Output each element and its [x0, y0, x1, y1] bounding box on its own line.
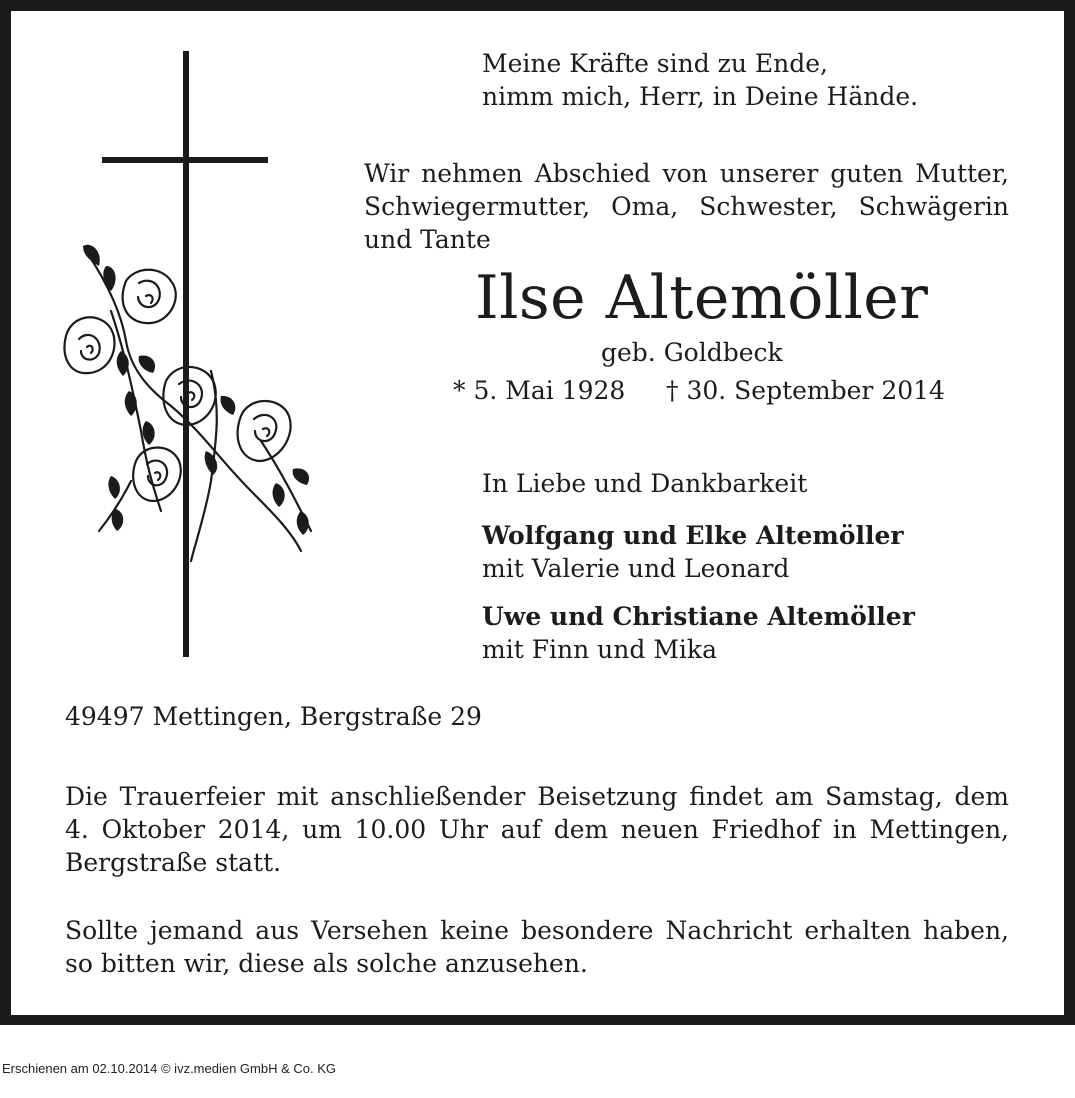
verse-line-1: Meine Kräfte sind zu Ende, — [482, 49, 828, 78]
death-date: † 30. September 2014 — [666, 376, 945, 405]
publication-footer: Erschienen am 02.10.2014 © ivz.medien GmbH & Co. KG — [2, 1061, 337, 1076]
closing-text: In Liebe und Dankbarkeit — [482, 469, 808, 498]
cross-icon — [102, 51, 268, 657]
maiden-name: geb. Goldbeck — [601, 338, 783, 367]
mourner-family-2 — [482, 600, 915, 666]
verse-line-2: nimm mich, Herr, in Deine Hände. — [482, 82, 919, 111]
leaves-icon — [83, 245, 309, 535]
notice-note: Sollte jemand aus Versehen keine besondere Nachricht erhalten haben, so bitten wir, diese als solche anzusehen. — [65, 916, 1009, 978]
intro-text: Wir nehmen Abschied von unserer guten Mutter, Schwiegermutter, Oma, Schwester, Schwägerin und Tante — [364, 159, 1009, 254]
mourner-name: Uwe und Christiane Altemöller — [482, 602, 915, 631]
mourner-family-1 — [482, 519, 904, 585]
mourner-name: Wolfgang und Elke Altemöller — [482, 521, 904, 550]
address: 49497 Mettingen, Bergstraße 29 — [65, 702, 482, 731]
mourner-children: mit Finn und Mika — [482, 635, 717, 664]
deceased-name: Ilse Altemöller — [475, 263, 929, 333]
birth-date: * 5. Mai 1928 — [453, 376, 626, 405]
mourner-children: mit Valerie und Leonard — [482, 554, 790, 583]
verse — [482, 47, 918, 113]
ceremony-text: Die Trauerfeier mit anschließender Beisetzung findet am Samstag, dem 4. Oktober 2014, um 10.00 Uhr auf dem neuen Friedhof in Mettingen, Bergstraße statt. — [65, 782, 1009, 877]
